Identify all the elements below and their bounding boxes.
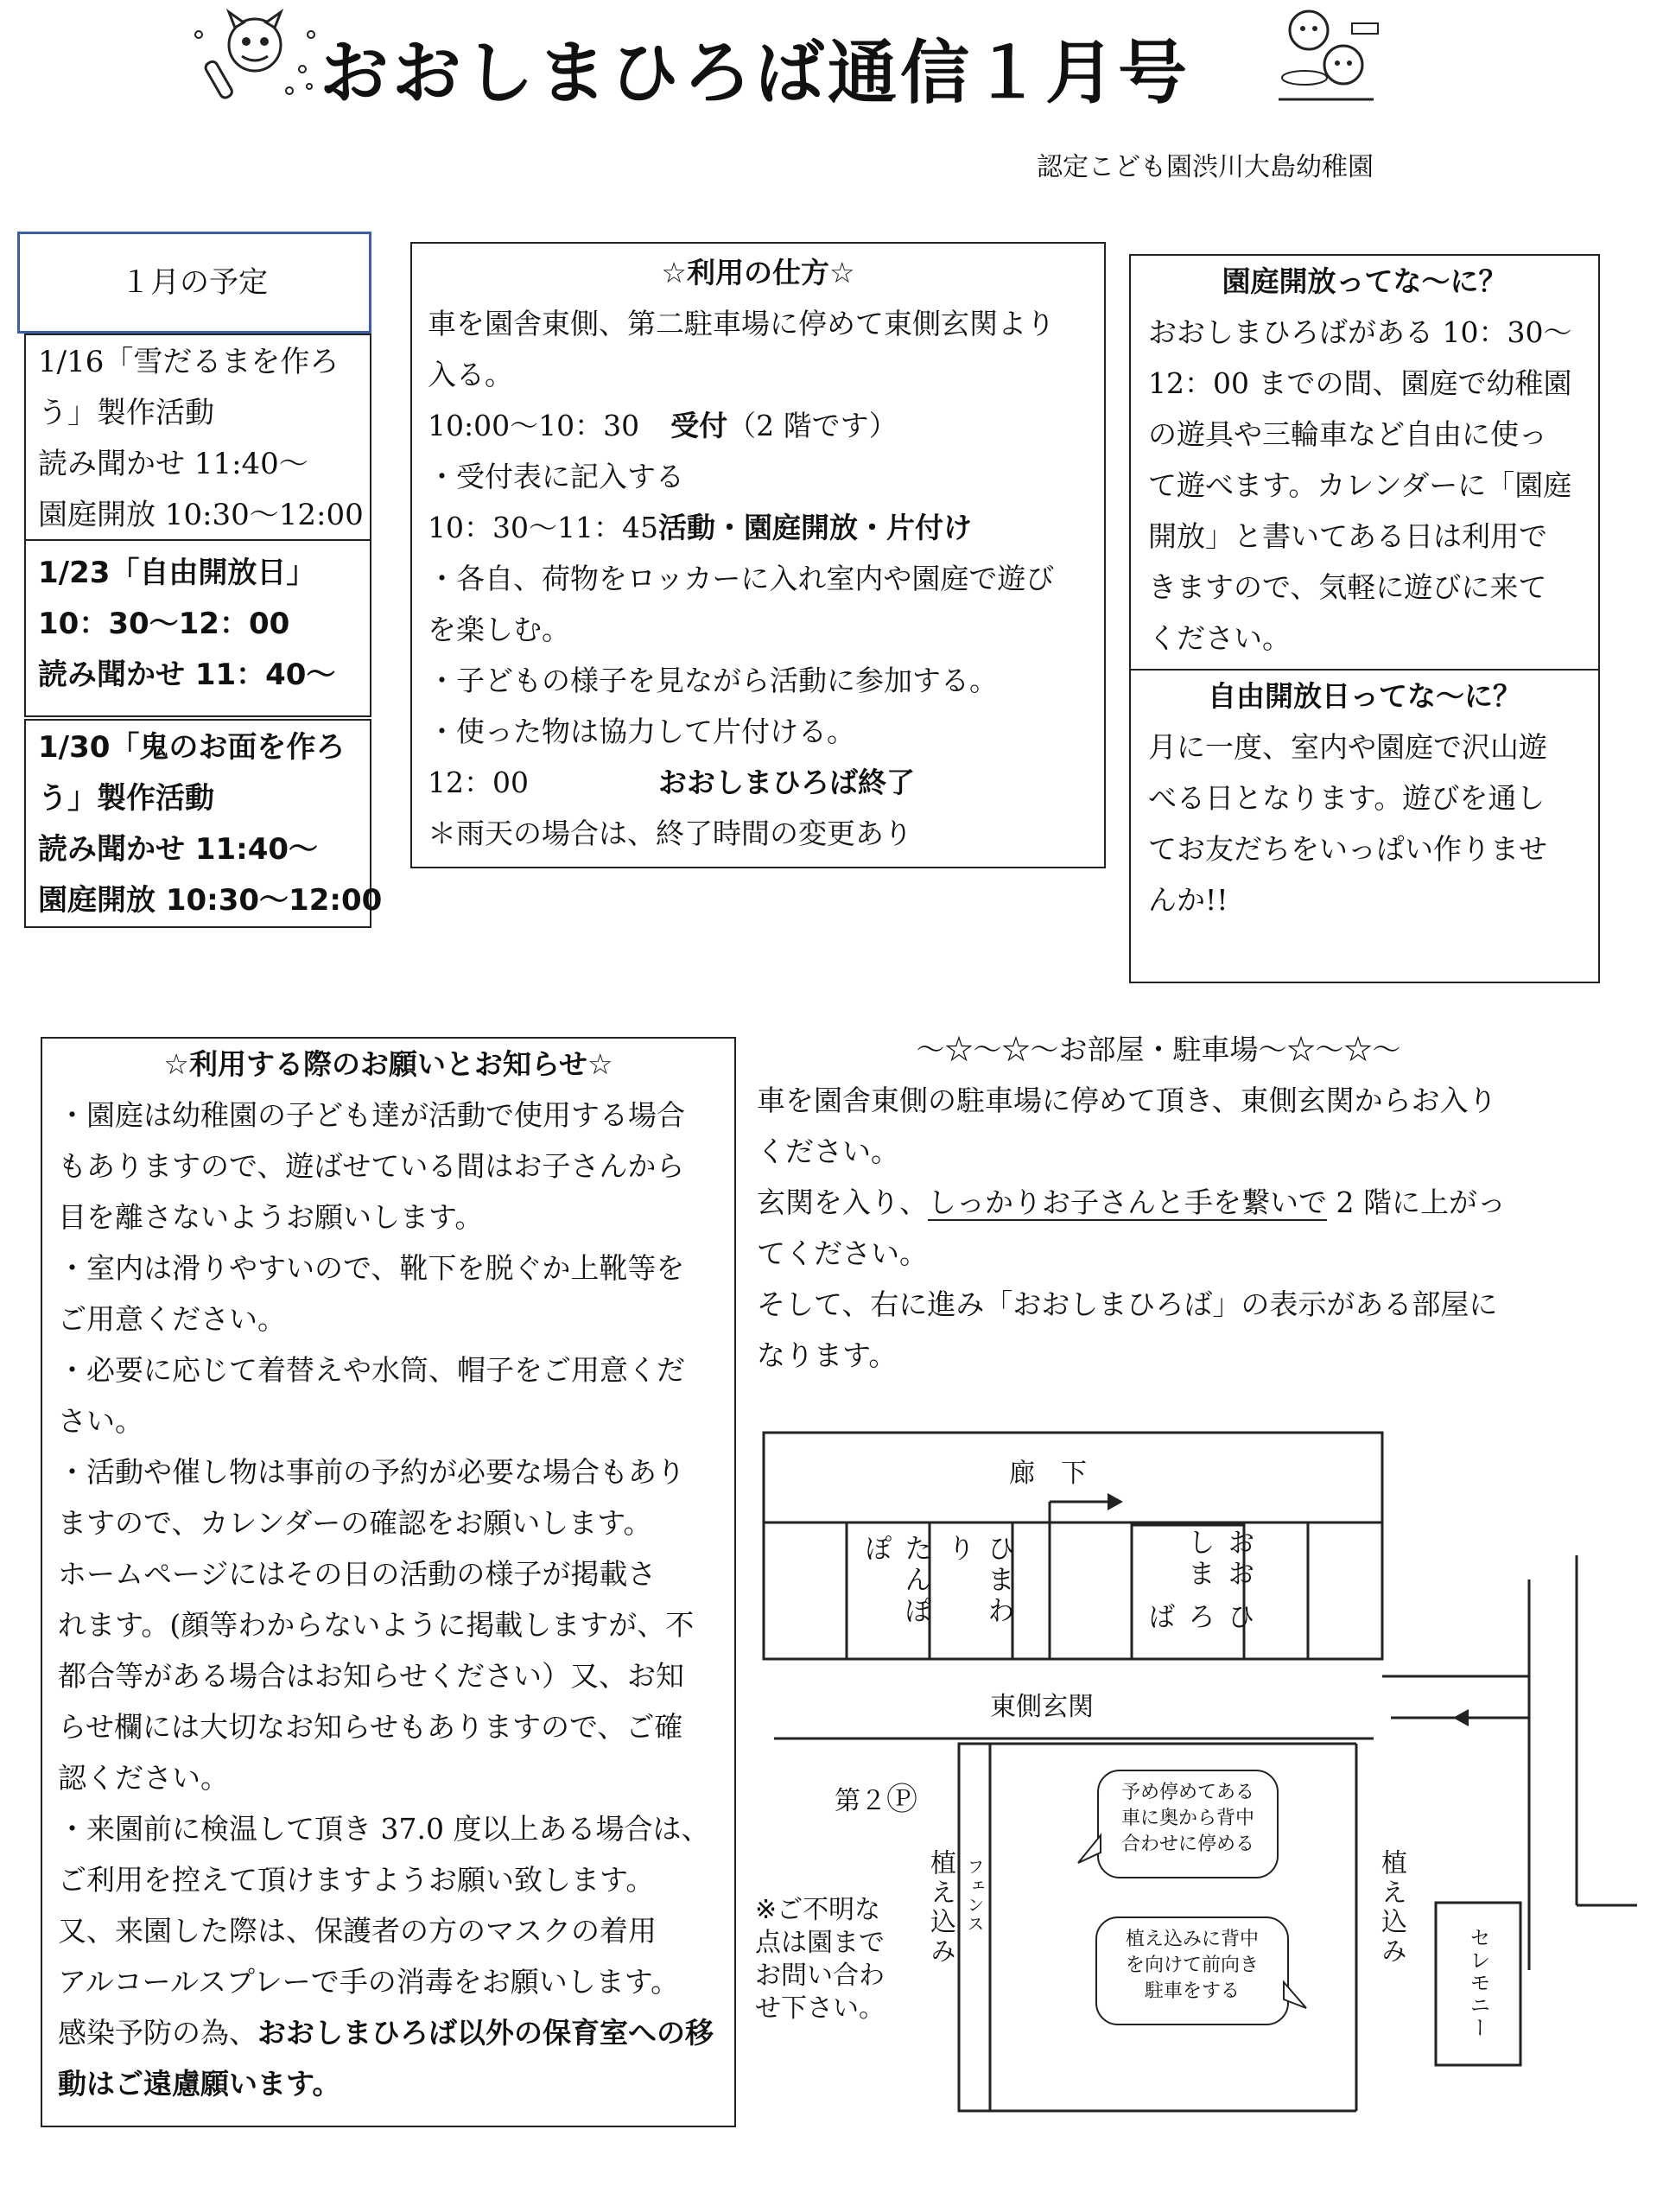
inquiry-line: ※ご不明な — [755, 1895, 881, 1925]
room-oshima-hiroba — [1140, 1528, 1260, 1657]
usage-line: を楽しむ。 — [428, 613, 570, 646]
garden-line: 開放」と書いてある日は利用で — [1148, 519, 1547, 553]
parking-note-bubble-2 — [1095, 1916, 1289, 2025]
garden-line: て遊べます。カレンダーに「園庭 — [1148, 468, 1572, 502]
free-heading: 自由開放日ってな～に？ — [1208, 679, 1521, 713]
notice-line: 又、来園した際は、保護者の方のマスクの着用 — [58, 1914, 657, 1948]
schedule-line: 読み聞かせ 11:40～ — [38, 832, 319, 867]
usage-box — [410, 242, 1106, 868]
planting-right: 植え込み — [1376, 1849, 1406, 1967]
room-line: ください。 — [757, 1135, 899, 1168]
notice-line: ・室内は滑りやすいので、靴下を脱ぐか上靴等を — [58, 1251, 685, 1285]
usage-line: 入る。 — [428, 358, 513, 391]
garden-line: 12：00 までの間、園庭で幼稚園 — [1148, 366, 1572, 400]
inquiry-note — [755, 1894, 885, 2025]
room-heading: ～☆～☆～お部屋・駐車場～☆～☆～ — [916, 1033, 1401, 1066]
schedule-line: う」製作活動 — [38, 396, 214, 430]
notice-line: ・必要に応じて着替えや水筒、帽子をご用意くだ — [58, 1353, 685, 1387]
bubble-line: 植え込みに背中 — [1125, 1929, 1259, 1950]
usage-line: ＊雨天の場合は、終了時間の変更あり — [428, 817, 912, 850]
parking-note-bubble-1 — [1097, 1770, 1279, 1878]
inquiry-line: 点は園まで — [755, 1928, 885, 1958]
schedule-line: 読み聞かせ 11：40～ — [38, 658, 336, 692]
bubble-2-tail — [1282, 1979, 1308, 2013]
bubble-line: を向けて前向き — [1125, 1955, 1259, 1976]
usage-heading: ☆利用の仕方☆ — [661, 256, 855, 289]
fence-label: フェンス — [964, 1858, 985, 1934]
inquiry-line: せ下さい。 — [755, 1993, 885, 2024]
schedule-line: 1/16「雪だるまを作ろ — [38, 345, 340, 379]
schedule-line: 1/23「自由開放日」 — [38, 556, 316, 590]
room-himawari: ひまわり — [943, 1534, 1016, 1627]
notice-line: もありますので、遊ばせている間はお子さんから — [58, 1149, 685, 1183]
parking-label — [835, 1775, 917, 1819]
room-line: 2 階に上がっ — [1327, 1185, 1506, 1219]
room-line: 車を園舎東側の駐車場に停めて頂き、東側玄関からお入り — [757, 1084, 1497, 1117]
inquiry-line: お問い合わ — [755, 1961, 885, 1991]
bubble-line: 予め停めてある — [1120, 1782, 1254, 1803]
usage-line: ・各自、荷物をロッカーに入れ室内や園庭で遊び — [428, 562, 1055, 595]
bubble-line: 車に奥から背中 — [1120, 1808, 1254, 1829]
garden-line: きますので、気軽に遊びに来て — [1148, 570, 1547, 604]
notice-line: ご用意ください。 — [58, 1302, 286, 1336]
usage-time: 12：00 — [428, 766, 529, 799]
notice-line: 感染予防の為、 — [58, 2016, 257, 2050]
usage-time: 10：30～11：45 — [428, 511, 658, 544]
notice-heading: ☆利用する際のお願いとお知らせ☆ — [163, 1047, 613, 1081]
bubble-line: 駐車をする — [1144, 1980, 1240, 2002]
schedule-line: 園庭開放 10:30～12:00 — [38, 498, 364, 532]
notice-line: ますので、カレンダーの確認をお願いします。 — [58, 1506, 652, 1540]
notice-line: ・来園前に検温して頂き 37.0 度以上ある場合は、 — [58, 1812, 710, 1846]
garden-line: の遊具や三輪車など自由に使っ — [1148, 417, 1547, 451]
notice-line: ・園庭は幼稚園の子ども達が活動で使用する場合 — [58, 1098, 685, 1132]
schedule-heading: １月の予定 — [121, 265, 268, 300]
floor-map — [752, 1426, 1659, 2126]
schedule-heading-box — [17, 232, 371, 334]
free-line: てお友だちをいっぱい作りませ — [1148, 832, 1547, 866]
notice-line: ・活動や催し物は事前の予約が必要な場合もあり — [58, 1455, 685, 1489]
room-hiroba-line: ひろば — [1144, 1601, 1256, 1633]
notice-line: アルコールスプレーで手の消毒をお願いします。 — [58, 1965, 680, 1999]
usage-note: （2 階です） — [727, 409, 898, 442]
east-entrance-label: 東側玄関 — [990, 1692, 1094, 1722]
usage-line: ・受付表に記入する — [428, 460, 684, 493]
notice-line: 目を離さないようお願いします。 — [58, 1200, 484, 1234]
usage-label: 受付 — [670, 409, 728, 442]
notice-line: れます。(顔等わからないように掲載しますが、不 — [58, 1608, 695, 1642]
free-line: べる日となります。遊びを通し — [1148, 781, 1546, 815]
room-line: そして、右に進み「おおしまひろば」の表示がある部屋に — [757, 1287, 1498, 1321]
parking-text: 第２ — [835, 1786, 886, 1816]
schedule-block-1 — [24, 334, 371, 541]
schedule-line: う」製作活動 — [38, 781, 214, 816]
notice-line: らせ欄には大切なお知らせもありますので、ご確 — [58, 1710, 683, 1744]
planting-left: 植え込み — [925, 1849, 955, 1967]
ceremony-label: セレモニー — [1466, 1927, 1490, 2039]
room-underlined: しっかりお子さんと手を繋いで — [928, 1185, 1327, 1219]
parking-icon: Ⓟ — [886, 1782, 918, 1817]
notice-line: 都合等がある場合はお知らせください）又、お知 — [58, 1659, 685, 1693]
usage-time: 10:00～10：30 — [428, 409, 640, 442]
notice-emphasis: 動はご遠慮願います。 — [58, 2067, 341, 2101]
free-line: んか!! — [1148, 883, 1228, 917]
garden-line: ください。 — [1148, 621, 1291, 655]
room-line: 玄関を入り、 — [757, 1185, 928, 1219]
notice-box — [41, 1037, 736, 2127]
schedule-line: 読み聞かせ 11:40～ — [38, 447, 308, 481]
free-box — [1129, 669, 1600, 983]
bubble-line: 合わせに停める — [1120, 1834, 1254, 1855]
notice-emphasis: おおしまひろば以外の保育室への移 — [257, 2016, 714, 2050]
schedule-line: 10：30～12：00 — [38, 607, 290, 641]
usage-line: ・使った物は協力して片付ける。 — [428, 715, 855, 748]
garden-heading: 園庭開放ってな～に？ — [1222, 264, 1507, 298]
school-name: 認定こども園渋川大島幼稚園 — [1037, 152, 1374, 182]
schedule-block-3 — [24, 719, 383, 928]
notice-line: ホームページにはその日の活動の様子が掲載さ — [58, 1557, 657, 1591]
schedule-line: 園庭開放 10:30～12:00 — [38, 883, 383, 918]
bubble-1-tail — [1076, 1832, 1102, 1866]
room-oshima-line: おおしま — [1184, 1528, 1256, 1590]
room-tanpopo: たんぽぽ — [860, 1534, 933, 1627]
oni-illustration — [190, 9, 320, 104]
children-illustration — [1270, 4, 1382, 108]
garden-box — [1129, 254, 1600, 671]
usage-line: ・子どもの様子を見ながら活動に参加する。 — [428, 664, 998, 697]
page-title: おおしまひろば通信１月号 — [320, 33, 1190, 113]
room-line: てください。 — [757, 1236, 928, 1270]
corridor-label: 廊 下 — [1009, 1459, 1087, 1489]
usage-line: 車を園舎東側、第二駐車場に停めて東側玄関より — [428, 307, 1055, 340]
room-line: なります。 — [757, 1338, 898, 1372]
garden-line: おおしまひろばがある 10：30～ — [1148, 315, 1572, 349]
schedule-line: 1/30「鬼のお面を作ろ — [38, 730, 346, 765]
notice-line: 認ください。 — [58, 1761, 229, 1795]
usage-label: おおしまひろば終了 — [657, 766, 915, 799]
free-line: 月に一度、室内や園庭で沢山遊 — [1148, 730, 1547, 764]
room-section — [757, 1024, 1621, 1381]
notice-line: さい。 — [58, 1404, 143, 1438]
schedule-block-2 — [24, 539, 371, 717]
notice-line: ご利用を控えて頂けますようお願い致します。 — [58, 1863, 655, 1897]
usage-label: 活動・園庭開放・片付け — [657, 511, 972, 544]
